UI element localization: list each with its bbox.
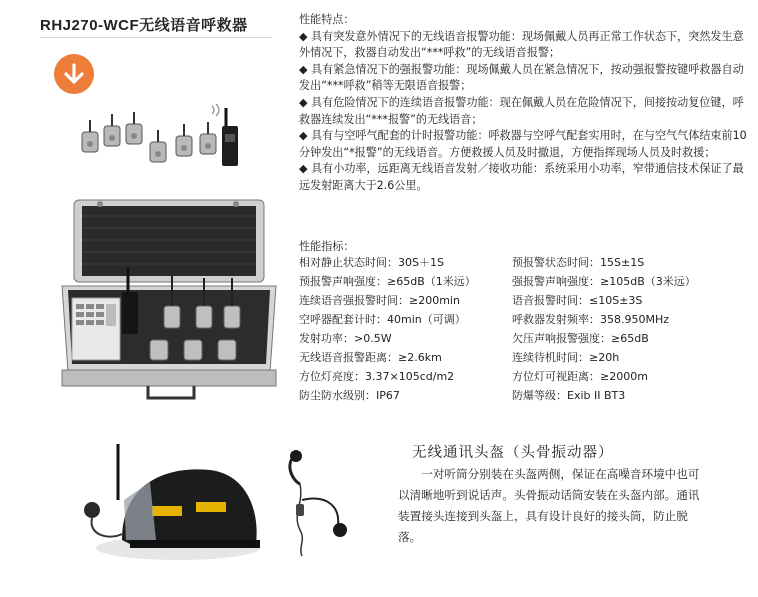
feature-item: ◆ 具有危险情况下的连续语音报警功能：现在佩戴人员在危险情况下，间接按动复位键，呼救器连续发出“***报警”的无线语音； xyxy=(299,95,744,126)
spec-item: 相对静止状态时间：30S＋1S xyxy=(299,256,444,269)
spec-item: 欠压声响报警强度：≥65dB xyxy=(512,332,649,345)
features-section xyxy=(299,12,747,195)
spec-item: 方位灯亮度：3.37×105cd/m2 xyxy=(299,370,455,383)
feature-item: ◆ 具有紧急情况下的强报警功能：现场佩戴人员在紧急情况下，按动强报警按键呼救器自动发出“***呼救”稍等无限语音报警； xyxy=(299,62,744,93)
specs-heading: 性能指标： xyxy=(299,240,355,253)
title-divider xyxy=(40,37,272,38)
feature-item: ◆ 具有与空呼气配套的计时报警功能：呼救器与空呼气配套实用时，在与空气气体结束前10分钟发出“*报警”的无线语音。方便救援人员及时撤退，方便指挥现场人员及时救援； xyxy=(299,129,747,159)
down-arrow-icon[interactable] xyxy=(54,54,94,94)
spec-item: 防尘防水级别：IP67 xyxy=(299,389,400,402)
spec-item: 空呼器配套计时：40min（可调） xyxy=(299,313,466,326)
spec-item: 连续待机时间：≥20h xyxy=(512,351,620,364)
alarm-units-illustration xyxy=(76,104,252,176)
feature-item: ◆ 具有突发意外情况下的无线语音报警功能：现场佩戴人员再正常工作状态下，突然发生意外情况下，救器自动发出“***呼救”的无线语音报警； xyxy=(299,29,744,60)
spec-item: 呼救器发射频率：358.950MHz xyxy=(512,313,670,326)
product-title: RHJ270-WCF无线语音呼救器 xyxy=(40,17,248,34)
spec-item: 语音报警时间：≤10S±3S xyxy=(512,294,643,307)
spec-item: 强报警声响强度：≥105dB（3米远） xyxy=(512,275,696,288)
spec-item: 连续语音强报警时间：≥200min xyxy=(299,294,460,307)
down-arrow-glyph xyxy=(62,62,86,86)
headset-description: 一对听筒分别装在头盔两侧，保证在高噪音环境中也可以清晰地听到说话声。头骨振动话筒安装在头盔内部。通讯装置接头连接到头盔上，具有设计良好的接头筒，防止脱落。 xyxy=(398,467,700,544)
equipment-case-illustration xyxy=(56,194,282,406)
spec-item: 方位灯可视距离：≥2000m xyxy=(512,370,648,383)
headset-illustration xyxy=(278,444,366,562)
helmet-illustration xyxy=(70,440,266,564)
spec-item: 防爆等级：Exib II BT3 xyxy=(512,389,626,402)
features-heading: 性能特点： xyxy=(299,13,355,26)
feature-item: ◆ 具有小功率，远距离无线语音发射／接收功能：系统采用小功率，窄带通信技术保证了最远发射距离大于2.6公里。 xyxy=(299,162,744,192)
spec-item: 发射功率：>0.5W xyxy=(299,332,392,345)
spec-item: 无线语音报警距离：≥2.6km xyxy=(299,351,442,364)
spec-item: 预报警声响强度：≥65dB（1米远） xyxy=(299,275,476,288)
headset-title: 无线通讯头盔（头骨振动器） xyxy=(412,445,614,461)
spec-item: 预报警状态时间：15S±1S xyxy=(512,256,645,269)
